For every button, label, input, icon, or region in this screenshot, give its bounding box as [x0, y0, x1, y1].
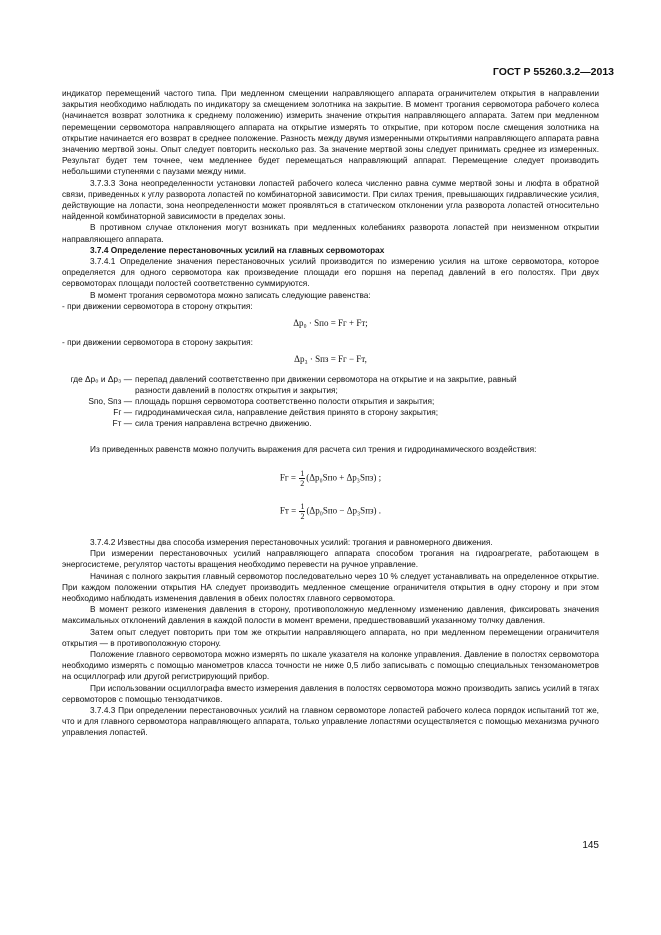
page-number: 145: [582, 840, 599, 851]
glossary-definition: гидродинамическая сила, направление действия принято в сторону закрытия;: [135, 407, 439, 418]
paragraph: - при движении сервомотора в сторону закрытия:: [62, 337, 253, 348]
fraction-denominator: 2: [300, 511, 305, 521]
paragraph: В момент резкого изменения давления в сторону, противоположную медленному изменению давления, фиксировать значения максимальных отклонений давления в каждой полости в момент времени, предшествовавший указанному толчку давления.: [62, 604, 599, 626]
glossary-term: Sпо, Sпз —: [88, 396, 132, 407]
glossary-term: где Δp₀ и Δp₃ —: [70, 373, 132, 384]
equation-friction: [62, 502, 599, 521]
paragraph: 3.7.4.3 При определении перестановочных усилий на главном сервомоторе лопастей рабочего колеса порядок испытаний тот же, что и для главного сервомотора направляющего аппарата, только управление лопастями осуществляется с помощью механизма ручного управления лопастей.: [62, 704, 599, 738]
paragraph: 3.7.4.2 Известны два способа измерения перестановочных усилий: трогания и равномерного движения.: [90, 536, 493, 547]
equation-lhs: Fт =: [279, 505, 299, 516]
fraction-numerator: 1: [300, 501, 305, 511]
equation-rhs: (Δp₀Sпо + Δp₃Sпз) ;: [306, 472, 382, 483]
equation-hydrodynamic: [62, 469, 599, 488]
fraction-denominator: 2: [300, 478, 305, 488]
paragraph: Начиная с полного закрытия главный сервомотор последовательно через 10 % следует устанавливать на определенное открытие. При каждом положении открытия НА следует производить медленное смещение ограничителя открытия в одну сторону и при этом необходимо наблюдать изменения давления в обеих полостях главного сервомотора.: [62, 570, 599, 603]
equation-rhs: (Δp₀Sпо − Δp₃Sпз) .: [306, 505, 382, 516]
paragraph: 3.7.4.1 Определение значения перестановочных усилий производится по измерению усилия на штоке сервомотора, которое определяется для одного сервомотора как произведение площади его поршня на перепад давлений в его полостях. При двух сервомоторах площади полостей соответственно суммируются.: [62, 256, 599, 289]
section-heading: 3.7.4 Определение перестановочных усилий на главных сервомоторах: [90, 244, 385, 255]
equation-closing: Δp₃ · Sпз = Fг − Fт,: [294, 354, 367, 365]
glossary-term: Fт —: [112, 418, 132, 429]
paragraph: Из приведенных равенств можно получить выражения для расчета сил трения и гидродинамического воздействия:: [90, 443, 537, 454]
fraction: [299, 502, 305, 521]
paragraph: При использовании осциллографа вместо измерения давления в полостях сервомотора можно производить запись усилий в тягах сервомоторов с помощью тензодатчиков.: [62, 682, 599, 704]
fraction: [299, 469, 305, 488]
glossary-term: Fг —: [113, 407, 132, 418]
equation-opening: Δp₀ · Sпо = Fг + Fт;: [293, 318, 368, 329]
glossary: [62, 374, 599, 430]
paragraph: В противном случае отклонения могут возникать при медленных колебаниях разворота лопастей при неизменном открытии направляющего аппарата.: [62, 222, 599, 244]
paragraph: индикатор перемещений частого типа. При медленном смещении направляющего аппарата ограничителем открытия в направлении закрытия необходимо наблюдать по индикатору за смещением золотника на закрытие. В момент трогания сервомотора рабочего колеса (начинается возврат золотника к среднему положению) измерить значение открытия направляющего аппарата. Затем при медленном перемещении сервомотора направляющего аппарата на открытие измерять то открытие, при котором после смещения золотника на открытие начинается его возврат в среднее положение. Разность между двумя измеренными открытиями направляющего аппарата равна значению мертвой зоны. Опыт следует повторить несколько раз. За значение мертвой зоны следует принимать среднее из измеренных. Результат будет тем точнее, чем медленнее будет перемещаться направляющий аппарат. Перемещение следует производить небольшими ступенями с паузами между ними.: [62, 88, 599, 177]
paragraph: Затем опыт следует повторить при том же открытии направляющего аппарата, но при медленном перемещении ограничителя открытия — в противоположную сторону.: [62, 626, 599, 648]
paragraph: При измерении перестановочных усилий направляющего аппарата способом трогания на гидроагрегате, работающем в энергосистеме, регулятор частоты вращения необходимо перевести на ручное управление.: [62, 548, 599, 570]
glossary-definition-cont: разности давлений в полостях открытия и закрытия;: [135, 384, 338, 395]
equation-lhs: Fг =: [279, 472, 299, 483]
paragraph: - при движении сервомотора в сторону открытия:: [62, 300, 253, 311]
paragraph: В момент трогания сервомотора можно записать следующие равенства:: [90, 289, 371, 300]
page-body: [62, 88, 599, 739]
glossary-definition: перепад давлений соответственно при движении сервомотора на открытие и на закрытие, равный: [135, 373, 517, 384]
paragraph: 3.7.3.3 Зона неопределенности установки лопастей рабочего колеса численно равна сумме мертвой зоны и люфта в обратной связи, приведенных к углу разворота лопастей по комбинаторной зависимости. При силах трения, превышающих гидравлические усилия, действующие на лопасти, зона неопределенности может проявляться в статическом отклонении угла разворота лопастей относительно найденной комбинаторной зависимости в пределах зоны.: [62, 177, 599, 222]
glossary-definition: площадь поршня сервомотора соответственно полости открытия и закрытия;: [135, 396, 435, 407]
fraction-numerator: 1: [300, 468, 305, 478]
standard-header: ГОСТ Р 55260.3.2—2013: [492, 66, 614, 78]
paragraph: Положение главного сервомотора можно измерять по шкале указателя на колонке управления. Давление в полостях сервомотора необходимо измерять с помощью манометров класса точности не ниже 0,5 либо записывать с помощью специальных тензоманометров на осциллограф или другой регистрирующий прибор.: [62, 648, 599, 682]
glossary-definition: сила трения направлена встречно движению.: [135, 418, 312, 429]
